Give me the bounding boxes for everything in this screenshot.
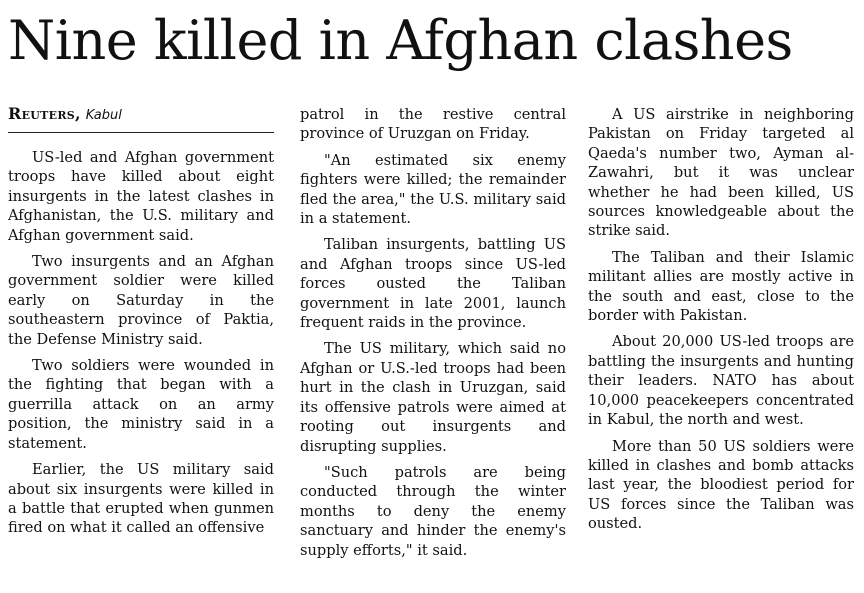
byline-agency: Reuters, — [8, 104, 81, 123]
paragraph: "Such patrols are being conducted through the winter months to deny the enemy sanctuary and hinder the enemy's supply efforts," it said. — [300, 463, 566, 559]
paragraph: More than 50 US soldiers were killed in clashes and bomb attacks last year, the bloodiest period for US forces since the Taliban was ousted. — [588, 437, 854, 533]
paragraph: US-led and Afghan government troops have killed about eight insurgents in the latest clashes in Afghanistan, the U.S. military and Afghan government said. — [8, 149, 274, 244]
paragraph: A US airstrike in neighboring Pakistan on Friday targeted al Qaeda's number two, Ayman al-Zawahri, but it was unclear whether he had been killed, US sources knowledgeable about the strike said. — [588, 106, 854, 240]
byline-location: Kabul — [85, 108, 122, 123]
paragraph: Taliban insurgents, battling US and Afghan troops since US-led forces ousted the Taliban government in late 2001, launch frequent raids in the province. — [300, 236, 566, 332]
article-column-1 — [8, 148, 274, 538]
paragraph: About 20,000 US-led troops are battling the insurgents and hunting their leaders. NATO has about 10,000 peacekeepers concentrated in Kabul, the north and west. — [588, 333, 854, 429]
paragraph: The US military, which said no Afghan or U.S.-led troops had been hurt in the clash in Uruzgan, said its offensive patrols were aimed at rooting out insurgents and disrupting supplies. — [300, 340, 566, 455]
article-column-2 — [300, 105, 566, 560]
article-column-3 — [588, 105, 854, 534]
paragraph: Earlier, the US military said about six insurgents were killed in a battle that erupted when gunmen fired on what it called an offensive — [8, 461, 274, 537]
paragraph: Two soldiers were wounded in the fighting that began with a guerrilla attack on an army position, the ministry said in a statement. — [8, 357, 274, 452]
paragraph: Two insurgents and an Afghan government soldier were killed early on Saturday in the southeastern province of Paktia, the Defense Ministry said. — [8, 253, 274, 348]
paragraph: "An estimated six enemy fighters were killed; the remainder fled the area," the U.S. military said in a statement. — [300, 151, 566, 228]
byline — [8, 104, 274, 133]
paragraph: The Taliban and their Islamic militant allies are mostly active in the south and east, close to the border with Pakistan. — [588, 248, 854, 325]
paragraph-continued: patrol in the restive central province of Uruzgan on Friday. — [300, 106, 566, 143]
headline: Nine killed in Afghan clashes — [8, 9, 793, 72]
